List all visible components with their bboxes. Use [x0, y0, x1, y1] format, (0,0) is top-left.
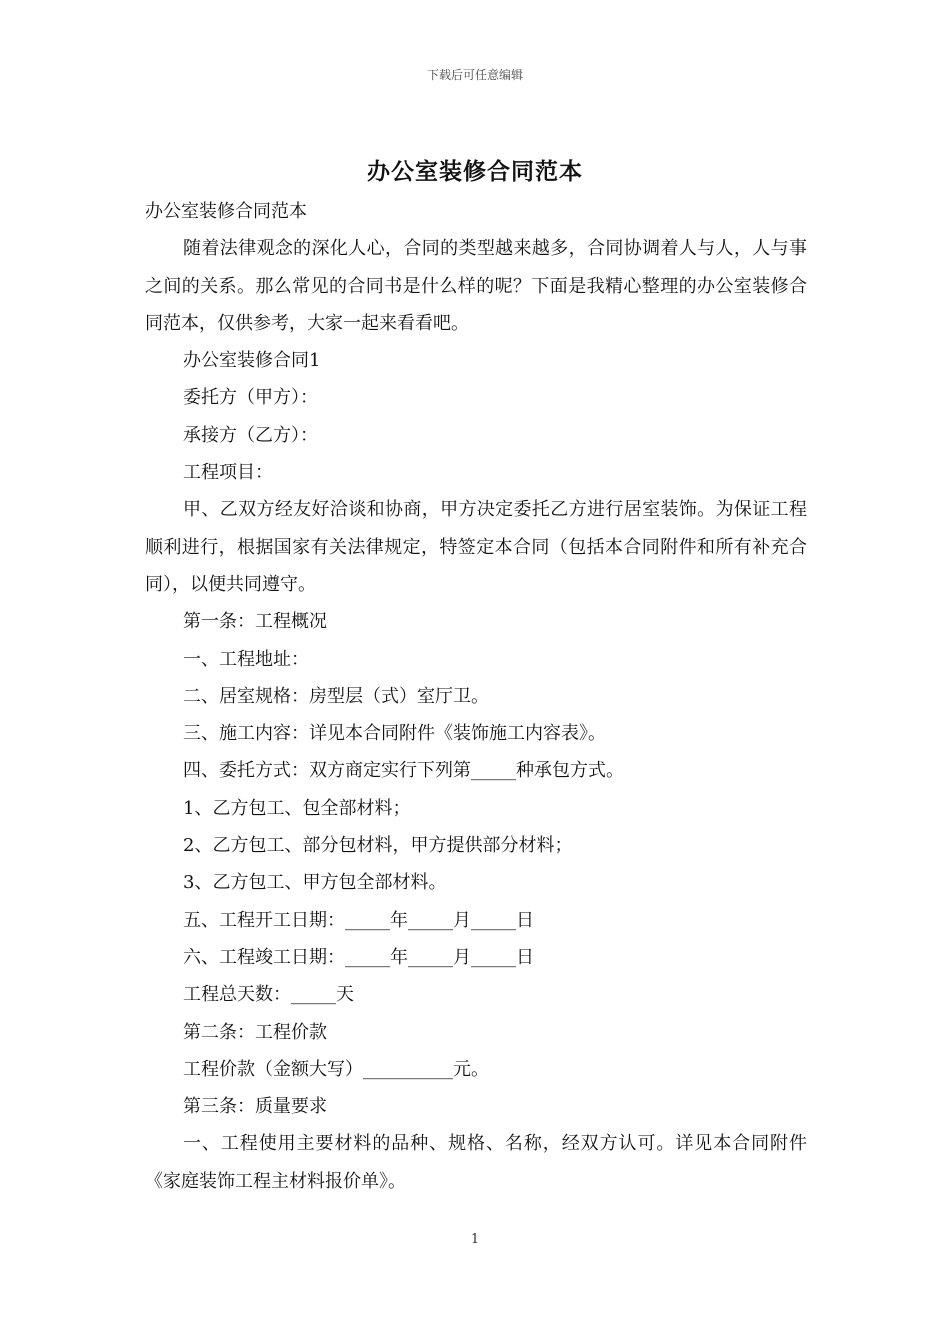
paragraph: 五、工程开工日期：_____年_____月_____日: [183, 909, 534, 931]
paragraph: 第三条：质量要求: [183, 1096, 327, 1118]
header-note: 下载后可任意编辑: [426, 68, 523, 82]
paragraph: 甲、乙双方经友好洽谈和协商，甲方决定委托乙方进行居室装饰。为保证工程顺利进行，根据国家有关法律规定，特签定本合同（包括本合同附件和所有补充合同），以便共同遵守。: [145, 499, 807, 595]
paragraph: 承接方（乙方）：: [183, 424, 318, 446]
paragraph: 2、乙方包工、部分包材料，甲方提供部分材料；: [183, 835, 573, 857]
paragraph: 第二条：工程价款: [183, 1021, 327, 1043]
paragraph: 六、工程竣工日期：_____年_____月_____日: [183, 946, 534, 968]
paragraph: 工程项目：: [183, 462, 273, 484]
paragraph: 办公室装修合同1: [183, 350, 321, 372]
paragraph: 三、施工内容：详见本合同附件《装饰施工内容表》。: [183, 723, 606, 745]
document-title: 办公室装修合同范本: [367, 158, 583, 185]
paragraph: 办公室装修合同范本: [145, 201, 307, 222]
document-body: [145, 193, 807, 1200]
paragraph: 工程价款（金额大写）__________元。: [183, 1058, 489, 1080]
page-number: 1: [470, 1232, 480, 1247]
paragraph: 一、工程地址：: [183, 648, 309, 670]
paragraph: 工程总天数：_____天: [183, 984, 354, 1006]
paragraph: 委托方（甲方）：: [183, 387, 318, 409]
paragraph: 3、乙方包工、甲方包全部材料。: [183, 872, 447, 894]
paragraph: 四、委托方式：双方商定实行下列第_____种承包方式。: [183, 760, 624, 782]
paragraph: 随着法律观念的深化人心，合同的类型越来越多，合同协调着人与人，人与事之间的关系。那么常见的合同书是什么样的呢？下面是我精心整理的办公室装修合同范本，仅供参考，大家一起来看看吧。: [145, 238, 807, 334]
paragraph: 第一条：工程概况: [183, 611, 327, 633]
paragraph: 1、乙方包工、包全部材料；: [183, 797, 411, 819]
paragraph: 一、工程使用主要材料的品种、规格、名称，经双方认可。详见本合同附件《家庭装饰工程主材料报价单》。: [145, 1133, 807, 1192]
paragraph: 二、居室规格：房型层（式）室厅卫。: [183, 685, 489, 707]
